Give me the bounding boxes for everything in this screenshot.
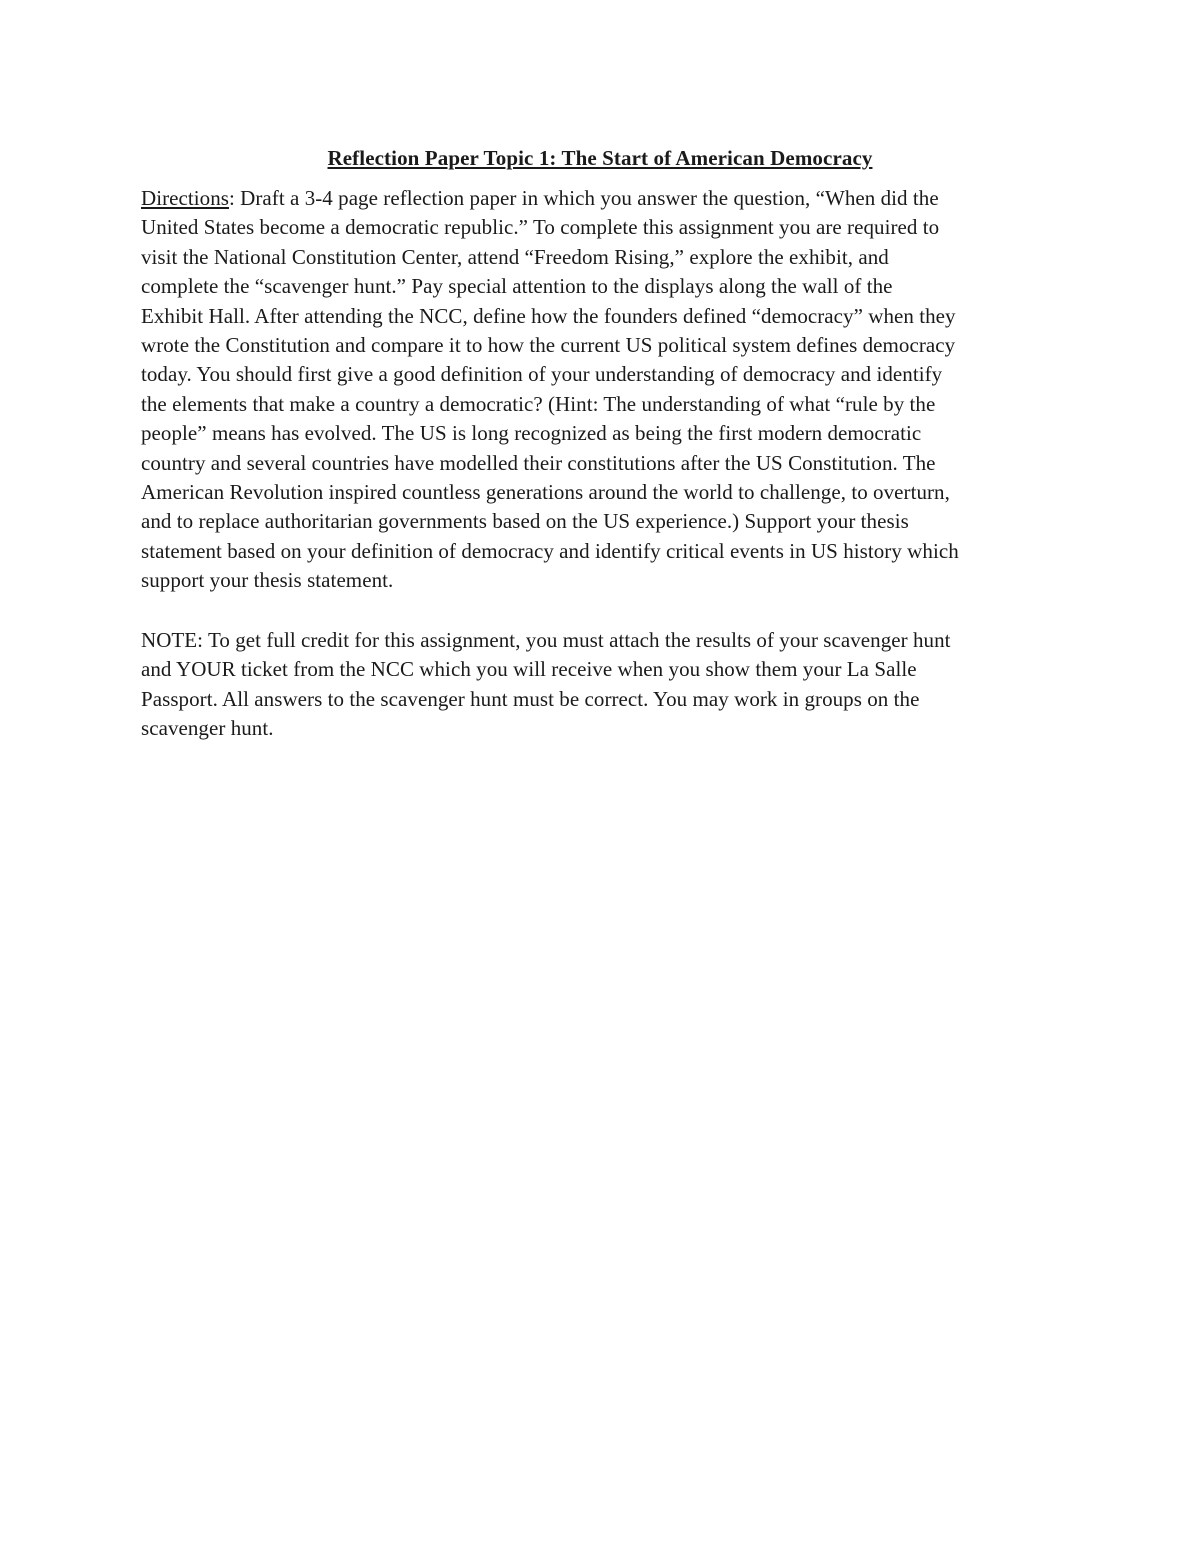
paragraph-line: support your thesis statement. <box>141 568 394 593</box>
paragraph-line: NOTE: To get full credit for this assignment, you must attach the results of your scavenger hunt <box>141 628 951 652</box>
directions-label: Directions <box>141 186 229 210</box>
paragraph-line: people” means has evolved. The US is long recognized as being the first modern democratic <box>141 421 922 446</box>
paragraph-line: scavenger hunt. <box>141 716 274 741</box>
paragraph-line: visit the National Constitution Center, attend “Freedom Rising,” explore the exhibit, and <box>141 244 889 269</box>
paragraph-line: Passport. All answers to the scavenger hunt must be correct. You may work in groups on the <box>141 686 920 711</box>
paragraph-line: Exhibit Hall. After attending the NCC, define how the founders defined “democracy” when they <box>141 303 956 328</box>
paragraph-line: and YOUR ticket from the NCC which you will receive when you show them your La Salle <box>141 657 917 682</box>
paragraph-line: wrote the Constitution and compare it to how the current US political system defines democracy <box>141 333 956 358</box>
paragraph-line: the elements that make a country a democratic? (Hint: The understanding of what “rule by the <box>141 391 936 416</box>
note-paragraph <box>141 626 1061 744</box>
paragraph-line: today. You should first give a good definition of your understanding of democracy and identify <box>141 362 943 387</box>
paragraph-line: country and several countries have modelled their constitutions after the US Constitution. The <box>141 450 936 475</box>
line-text: : Draft a 3-4 page reflection paper in which you answer the question, “When did the <box>228 186 939 210</box>
paragraph-line: and to replace authoritarian governments based on the US experience.) Support your thesis <box>141 509 909 534</box>
paragraph-line <box>141 184 1061 213</box>
page-title: Reflection Paper Topic 1: The Start of American Democracy <box>327 146 873 170</box>
paragraph-line: American Revolution inspired countless generations around the world to challenge, to overturn, <box>141 480 950 505</box>
paragraph-line: complete the “scavenger hunt.” Pay special attention to the displays along the wall of the <box>141 274 893 299</box>
directions-paragraph <box>141 184 1061 596</box>
paragraph-line: United States become a democratic republic.” To complete this assignment you are required to <box>141 215 940 240</box>
paragraph-line: statement based on your definition of democracy and identify critical events in US history which <box>141 538 959 563</box>
